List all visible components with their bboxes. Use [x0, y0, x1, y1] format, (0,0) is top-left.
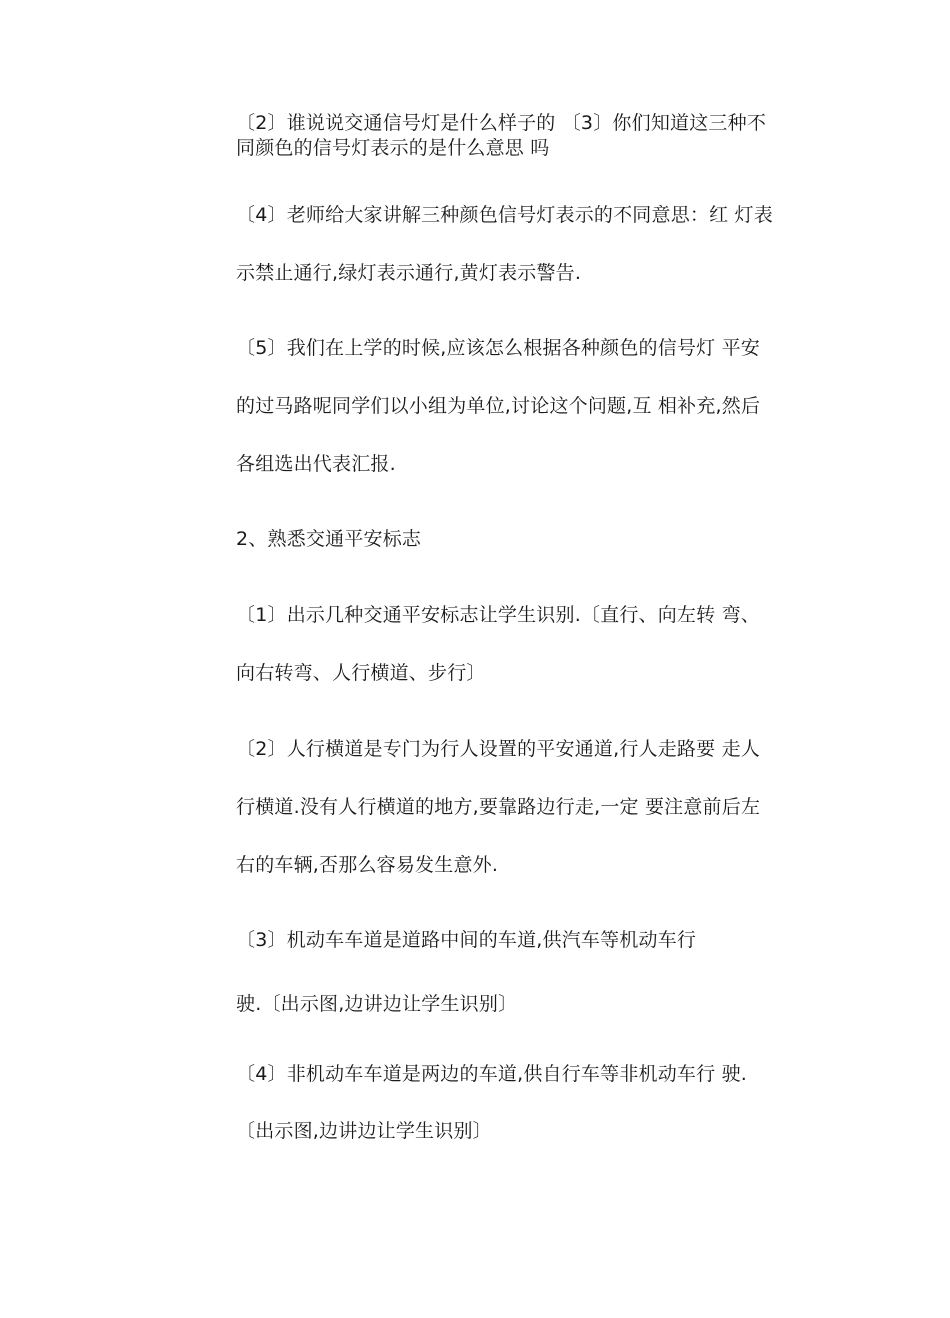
text-line-1: 〔2〕谁说说交通信号灯是什么样子的 〔3〕你们知道这三种不 — [236, 112, 767, 134]
text-line-15: 驶.〔出示图,边讲边让学生识别〕 — [236, 993, 518, 1015]
text-line-3: 〔4〕老师给大家讲解三种颜色信号灯表示的不同意思：红 灯表 — [236, 204, 773, 226]
text-line-16: 〔4〕非机动车车道是两边的车道,供自行车等非机动车行 驶. — [236, 1063, 748, 1085]
section-heading: 2、熟悉交通平安标志 — [236, 528, 422, 550]
text-line-9: 〔1〕出示几种交通平安标志让学生识别.〔直行、向左转 弯、 — [236, 604, 760, 626]
text-line-6: 的过马路呢同学们以小组为单位,讨论这个问题,互 相补充,然后 — [236, 395, 761, 417]
text-line-17: 〔出示图,边讲边让学生识别〕 — [236, 1120, 492, 1142]
text-line-12: 行横道.没有人行横道的地方,要靠路边行走,一定 要注意前后左 — [236, 796, 761, 818]
text-line-4: 示禁止通行,绿灯表示通行,黄灯表示警告. — [236, 262, 582, 284]
text-line-11: 〔2〕人行横道是专门为行人设置的平安通道,行人走路要 走人 — [236, 738, 760, 760]
text-line-2: 同颜色的信号灯表示的是什么意思 吗 — [236, 137, 550, 159]
text-line-13: 右的车辆,否那么容易发生意外. — [236, 854, 499, 876]
text-line-14: 〔3〕机动车车道是道路中间的车道,供汽车等机动车行 — [236, 929, 697, 951]
text-line-10: 向右转弯、人行横道、步行〕 — [236, 662, 486, 684]
text-line-7: 各组选出代表汇报. — [236, 453, 396, 475]
text-line-5: 〔5〕我们在上学的时候,应该怎么根据各种颜色的信号灯 平安 — [236, 337, 760, 359]
